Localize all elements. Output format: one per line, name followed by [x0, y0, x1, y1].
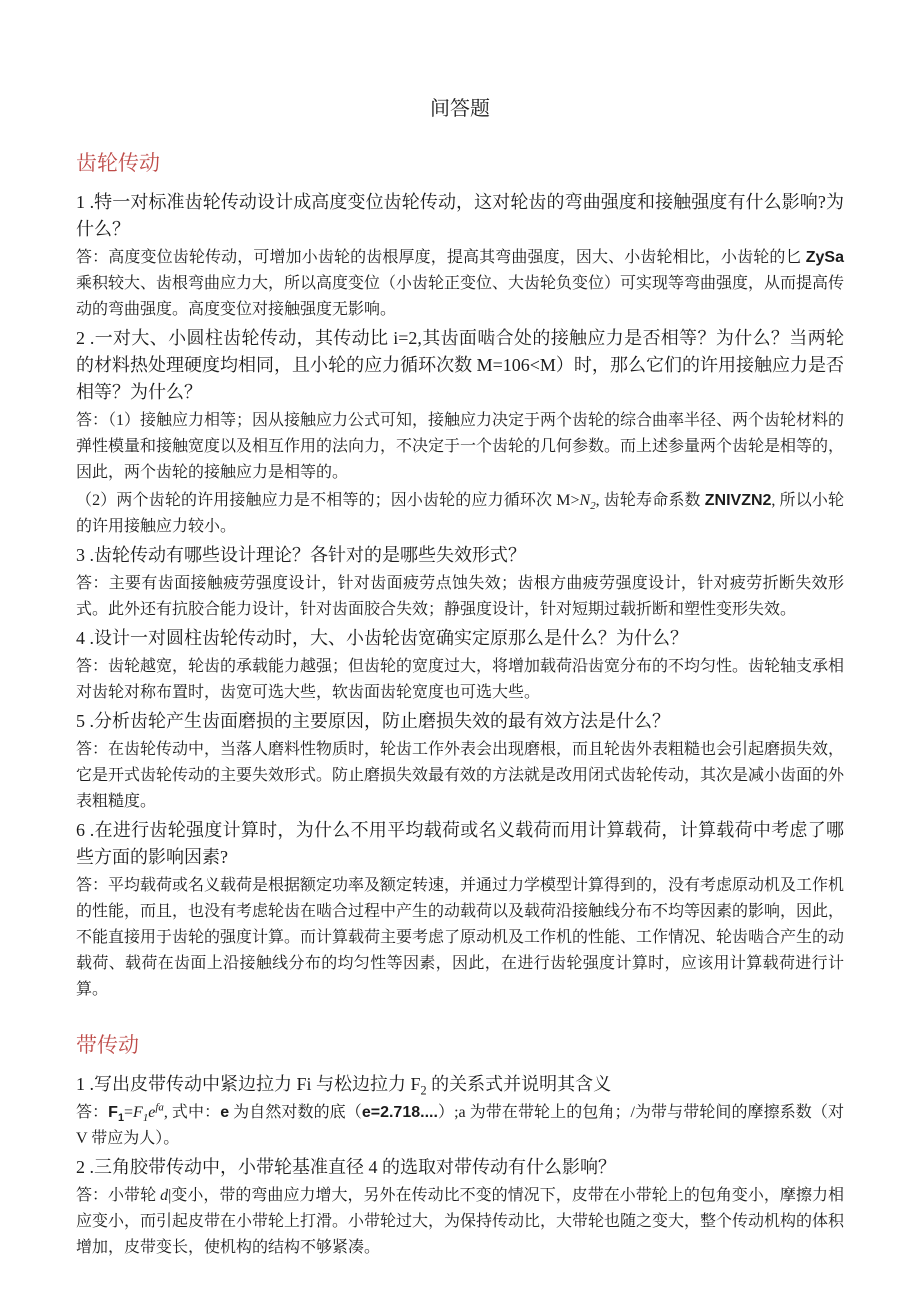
- question-paragraph: [76, 625, 844, 652]
- text-run: 1: [117, 1112, 125, 1125]
- text-run: d: [160, 1187, 169, 1204]
- question-paragraph: [76, 542, 844, 569]
- text-run: 答：: [76, 1104, 109, 1121]
- text-run: ZNIVZN2: [704, 492, 772, 509]
- text-run: 2 .三角胶带传动中，小带轮基准直径 4 的选取对带传动有什么影响？: [76, 1157, 616, 1177]
- text-run: 1 .特一对标准齿轮传动设计成高度变位齿轮传动，这对轮齿的弯曲强度和接触强度有什么影响?为什么？: [76, 192, 844, 239]
- section-heading-2: 带传动: [76, 1033, 139, 1057]
- question-paragraph: [76, 708, 844, 735]
- text-run: fa: [155, 1101, 164, 1114]
- text-run: 1: [142, 1112, 149, 1125]
- text-run: 乘积较大、齿根弯曲应力大，所以高度变位（小齿轮正变位、大齿轮负变位）可实现等弯曲强度，从而提高传动的弯曲强度。高度变位对接触强度无影响。: [76, 275, 845, 318]
- question-paragraph: [76, 817, 844, 871]
- text-run: =: [124, 1104, 134, 1121]
- answer-paragraph: [76, 873, 844, 1003]
- text-run: 3 .齿轮传动有哪些设计理论？各针对的是哪些失效形式？: [76, 545, 526, 565]
- document-content: [76, 147, 844, 1261]
- text-run: , 齿轮寿命系数: [595, 492, 705, 509]
- text-run: 为自然对数的底（: [229, 1104, 362, 1121]
- text-run: 答：在齿轮传动中，当落人磨料性物质时，轮齿工作外表会出现磨根，而且轮齿外表粗糙也会引起磨损失效，它是开式齿轮传动的主要失效形式。防止磨损失效最有效的方法就是改用闭式齿轮传动，其次是减小齿面的外表粗糙度。: [76, 741, 845, 810]
- text-run: 答：小带轮: [76, 1187, 161, 1204]
- text-run: , 式中：: [163, 1104, 221, 1121]
- text-run: e: [220, 1104, 230, 1121]
- text-run: 答：（1）接触应力相等；因从接触应力公式可知，接触应力决定于两个齿轮的综合曲率半径、两个齿轮材料的弹性模量和接触宽度以及相互作用的法向力，不决定于一个齿轮的几何参数。而上述参量两个齿轮是相等的，因此，两个齿轮的接触应力是相等的。: [76, 412, 845, 481]
- answer-paragraph: [76, 654, 844, 706]
- answer-paragraph: [76, 737, 844, 815]
- answer-paragraph: [76, 1183, 844, 1261]
- answer-paragraph: [76, 571, 844, 623]
- text-run: 1 .写出皮带传动中紧边拉力 Fi 与松边拉力 F: [76, 1074, 421, 1094]
- text-run: F: [108, 1104, 118, 1121]
- answer-paragraph: [76, 1100, 844, 1152]
- text-run: N: [579, 492, 591, 509]
- text-run: e=2.718....: [361, 1104, 438, 1121]
- text-run: 4 .设计一对圆柱齿轮传动时，大、小齿轮齿宽确实定原那么是什么？为什么？: [76, 628, 688, 648]
- text-run: F: [133, 1104, 143, 1121]
- question-paragraph: [76, 189, 844, 243]
- text-run: |变小，带的弯曲应力增大，另外在传动比不变的情况下，皮带在小带轮上的包角变小，摩擦力相应变小，而引起皮带在小带轮上打滑。小带轮过大，为保持传动比，大带轮也随之变大，整个传动机构的体积增加，皮带变长，使机构的结构不够紧凑。: [76, 1187, 845, 1256]
- answer-paragraph: [76, 408, 844, 486]
- text-run: 答：平均载荷或名义载荷是根据额定功率及额定转速，并通过力学模型计算得到的，没有考虑原动机及工作机的性能，而且，也没有考虑轮齿在啮合过程中产生的动载荷以及载荷沿接触线分布不均等因素的影响，因此，不能直接用于齿轮的强度计算。而计算载荷主要考虑了原动机及工作机的性能、工作情况、轮齿啮合产生的动载荷、载荷在齿面上沿接触线分布的均匀性等因素，因此，在进行齿轮强度计算时，应该用计算载荷进行计算。: [76, 877, 845, 998]
- document-title: 间答题: [430, 98, 490, 120]
- text-run: 答：高度变位齿轮传动，可增加小齿轮的齿根厚度，提高其弯曲强度，因大、小齿轮相比，小齿轮的匕: [76, 249, 806, 266]
- text-run: 答：主要有齿面接触疲劳强度设计，针对齿面疲劳点蚀失效；齿根方曲疲劳强度设计，针对疲劳折断失效形式。此外还有抗胶合能力设计，针对齿面胶合失效；静强度设计，针对短期过载折断和塑性变形失效。: [76, 575, 844, 618]
- text-run: 2: [420, 1083, 427, 1098]
- question-paragraph: [76, 1071, 844, 1098]
- text-run: 6 .在进行齿轮强度计算时，为什么不用平均载荷或名义载荷而用计算载荷，计算载荷中考虑了哪些方面的影响因素?: [76, 820, 844, 867]
- text-run: ）;a 为带在带轮上的包角；/为带与带轮间的摩擦系数（对 V 带应为人）。: [76, 1104, 844, 1147]
- question-paragraph: [76, 1154, 844, 1181]
- text-run: 2: [590, 500, 596, 513]
- text-run: 2 .一对大、小圆柱齿轮传动，其传动比 i=2,其齿面啮合处的接触应力是否相等？为什么？当两轮的材料热处理硬度均相同，且小轮的应力循环次数 M=106<M）时，那么它们的许用接触应力是否相等？为什么？: [76, 328, 844, 402]
- text-run: ZySa: [805, 249, 844, 266]
- question-paragraph: [76, 325, 844, 406]
- answer-paragraph: [76, 488, 844, 540]
- text-run: e: [148, 1104, 156, 1121]
- text-run: 5 .分析齿轮产生齿面磨损的主要原因，防止磨损失效的最有效方法是什么？: [76, 711, 670, 731]
- text-run: , 所以小轮的许用接触应力较小。: [76, 492, 844, 535]
- text-run: 的关系式并说明其含义: [426, 1074, 612, 1094]
- text-run: （2）两个齿轮的许用接触应力是不相等的；因小齿轮的应力循环次 M>: [76, 492, 580, 509]
- text-run: 答：齿轮越宽，轮齿的承载能力越强；但齿轮的宽度过大，将增加载荷沿齿宽分布的不均匀性。齿轮轴支承相对齿轮对称布置时，齿宽可选大些，软齿面齿轮宽度也可选大些。: [76, 658, 845, 701]
- answer-paragraph: [76, 245, 844, 323]
- section-heading-1: 齿轮传动: [76, 151, 160, 175]
